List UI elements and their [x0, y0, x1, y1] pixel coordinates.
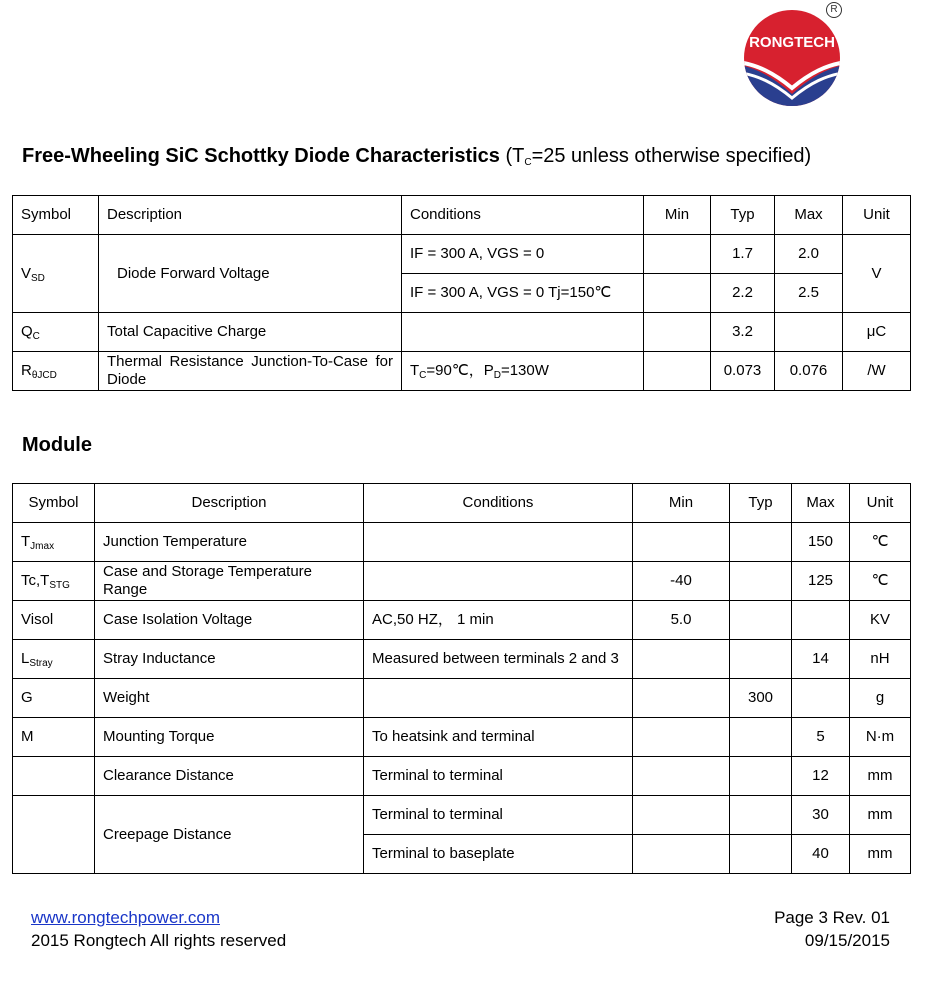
description-cell: Weight: [95, 679, 364, 718]
header-max: Max: [792, 484, 850, 523]
description-cell: Creepage Distance: [95, 796, 364, 874]
unit-cell: μC: [843, 313, 911, 352]
description-cell: Junction Temperature: [95, 523, 364, 562]
section1-title-rest: =25 unless otherwise specified): [531, 145, 812, 167]
typ-cell: [730, 640, 792, 679]
document-date: 09/15/2015: [804, 931, 890, 950]
table-row: [13, 235, 911, 274]
unit-cell: KV: [850, 601, 911, 640]
symbol-cell: $Q_C$: [13, 313, 99, 352]
conditions-cell: Measured between terminals 2 and 3: [364, 640, 633, 679]
symbol-cell: Visol: [13, 601, 95, 640]
header-conditions: Conditions: [364, 484, 633, 523]
description-cell: Total Capacitive Charge: [99, 313, 402, 352]
typ-cell: [730, 718, 792, 757]
max-cell: 125: [792, 562, 850, 601]
conditions-cell: To heatsink and terminal: [364, 718, 633, 757]
typ-cell: [730, 796, 792, 835]
header-unit: Unit: [843, 196, 911, 235]
min-cell: [633, 718, 730, 757]
table-row: [13, 757, 911, 796]
table-row: [13, 796, 911, 835]
description-cell: Mounting Torque: [95, 718, 364, 757]
symbol-cell: G: [13, 679, 95, 718]
header-unit: Unit: [850, 484, 911, 523]
header-min: Min: [644, 196, 711, 235]
description-cell: Diode Forward Voltage: [99, 235, 402, 313]
description-cell: Stray Inductance: [95, 640, 364, 679]
min-cell: [633, 757, 730, 796]
typ-cell: [730, 835, 792, 874]
conditions-cell: $T_C=90℃$，$P_D=130W$: [402, 352, 644, 391]
unit-cell: N·m: [850, 718, 911, 757]
min-cell: [644, 313, 711, 352]
typ-cell: 300: [730, 679, 792, 718]
typ-cell: [730, 523, 792, 562]
description-cell: Thermal Resistance Junction-To-Case for Diode: [99, 352, 402, 391]
unit-cell: V: [843, 235, 911, 313]
table-row: [13, 562, 911, 601]
table-header-row: [13, 484, 911, 523]
conditions-cell: [364, 562, 633, 601]
header-conditions: Conditions: [402, 196, 644, 235]
header-typ: Typ: [711, 196, 775, 235]
unit-cell: nH: [850, 640, 911, 679]
conditions-cell: Terminal to terminal: [364, 757, 633, 796]
conditions-cell: IF = 300 A, VGS = 0 Tj=150℃: [402, 274, 644, 313]
symbol-cell: [13, 757, 95, 796]
table-row: [13, 523, 911, 562]
max-cell: 40: [792, 835, 850, 874]
unit-cell: /W: [843, 352, 911, 391]
section1-title-paren: (T: [499, 145, 525, 167]
max-cell: 0.076: [775, 352, 843, 391]
max-cell: 12: [792, 757, 850, 796]
max-cell: 5: [792, 718, 850, 757]
min-cell: [633, 679, 730, 718]
unit-cell: ℃: [850, 562, 911, 601]
page-revision: Page 3 Rev. 01: [774, 908, 890, 927]
min-cell: [644, 235, 711, 274]
table-header-row: [13, 196, 911, 235]
section1-title-sub: C: [524, 157, 532, 168]
typ-cell: 1.7: [711, 235, 775, 274]
table-row: [13, 718, 911, 757]
conditions-cell: [364, 679, 633, 718]
max-cell: [792, 601, 850, 640]
typ-cell: [730, 601, 792, 640]
unit-cell: ℃: [850, 523, 911, 562]
rongtech-logo: [736, 2, 848, 112]
unit-cell: mm: [850, 835, 911, 874]
symbol-cell: [13, 796, 95, 874]
description-cell: Case Isolation Voltage: [95, 601, 364, 640]
min-cell: [633, 640, 730, 679]
unit-cell: mm: [850, 757, 911, 796]
typ-cell: 3.2: [711, 313, 775, 352]
symbol-cell: $V_{SD}$: [13, 235, 99, 313]
typ-cell: [730, 757, 792, 796]
description-cell: Clearance Distance: [95, 757, 364, 796]
table-row: [13, 640, 911, 679]
max-cell: 150: [792, 523, 850, 562]
conditions-cell: Terminal to terminal: [364, 796, 633, 835]
header-description: Description: [99, 196, 402, 235]
symbol-cell: $L_{Stray}$: [13, 640, 95, 679]
header-min: Min: [633, 484, 730, 523]
unit-cell: g: [850, 679, 911, 718]
min-cell: [644, 274, 711, 313]
section1-title-bold: Free-Wheeling SiC Schottky Diode Characteristics: [22, 145, 500, 167]
description-cell: Case and Storage Temperature Range: [95, 562, 364, 601]
max-cell: [792, 679, 850, 718]
symbol-cell: $T_{Jmax}$: [13, 523, 95, 562]
header-symbol: Symbol: [13, 484, 95, 523]
max-cell: 30: [792, 796, 850, 835]
min-cell: [633, 523, 730, 562]
typ-cell: 2.2: [711, 274, 775, 313]
conditions-cell: Terminal to baseplate: [364, 835, 633, 874]
symbol-cell: $R_{\theta JCD}$: [13, 352, 99, 391]
conditions-cell: [402, 313, 644, 352]
logo-text: RONGTECH: [749, 34, 835, 51]
website-link[interactable]: www.rongtechpower.com: [31, 908, 220, 927]
header-symbol: Symbol: [13, 196, 99, 235]
registered-mark: R: [826, 2, 842, 18]
max-cell: 2.0: [775, 235, 843, 274]
table-row: [13, 679, 911, 718]
min-cell: [644, 352, 711, 391]
table-row: [13, 601, 911, 640]
min-cell: 5.0: [633, 601, 730, 640]
table-row: [13, 313, 911, 352]
min-cell: [633, 835, 730, 874]
diode-characteristics-table: [12, 195, 911, 391]
typ-cell: [730, 562, 792, 601]
section1-title: [22, 145, 811, 168]
min-cell: [633, 796, 730, 835]
header-description: Description: [95, 484, 364, 523]
max-cell: [775, 313, 843, 352]
max-cell: 2.5: [775, 274, 843, 313]
typ-cell: 0.073: [711, 352, 775, 391]
conditions-cell: [364, 523, 633, 562]
header-typ: Typ: [730, 484, 792, 523]
header-max: Max: [775, 196, 843, 235]
conditions-cell: IF = 300 A, VGS = 0: [402, 235, 644, 274]
symbol-cell: M: [13, 718, 95, 757]
conditions-cell: AC,50 HZ， 1 min: [364, 601, 633, 640]
section2-title: Module: [22, 434, 92, 456]
table-row: [13, 352, 911, 391]
module-table: [12, 483, 911, 874]
max-cell: 14: [792, 640, 850, 679]
min-cell: -40: [633, 562, 730, 601]
symbol-cell: $Tc,T_{STG}$: [13, 562, 95, 601]
unit-cell: mm: [850, 796, 911, 835]
copyright-text: 2015 Rongtech All rights reserved: [31, 931, 287, 950]
